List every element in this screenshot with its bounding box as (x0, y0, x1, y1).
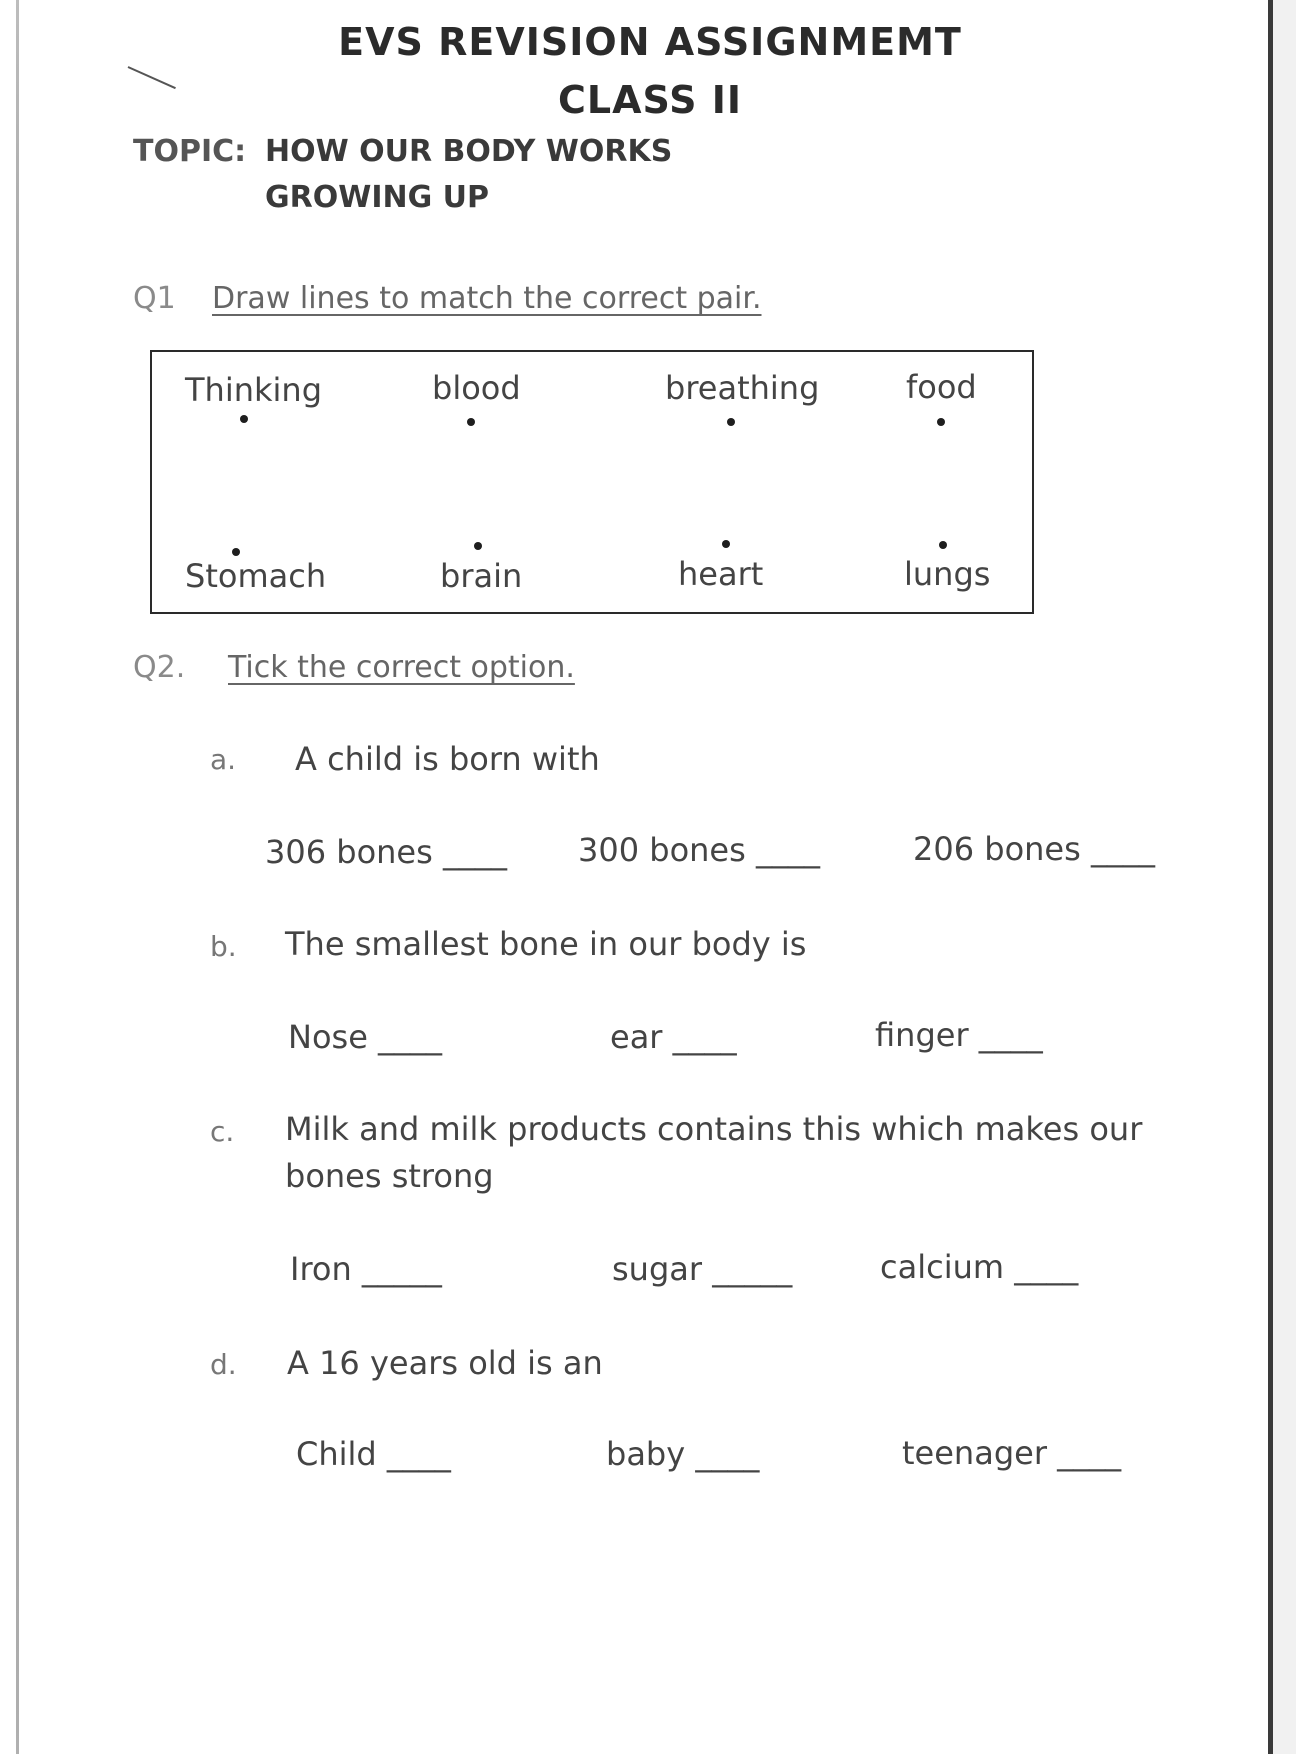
match-word-brain: brain (440, 557, 523, 595)
match-word-breathing: breathing (665, 369, 820, 407)
q1-instruction: Draw lines to match the correct pair. (212, 281, 762, 316)
option-iron[interactable]: Iron _____ (290, 1250, 442, 1288)
pen-mark (128, 66, 176, 89)
page-title: EVS REVISION ASSIGNMEMT (338, 20, 962, 64)
option-ear[interactable]: ear ____ (610, 1018, 737, 1056)
match-dot[interactable] (722, 540, 730, 548)
option-finger[interactable]: finger ____ (875, 1016, 1043, 1054)
match-word-heart: heart (678, 555, 764, 593)
match-word-lungs: lungs (904, 555, 991, 593)
topic-line-2: GROWING UP (265, 180, 490, 215)
option-baby[interactable]: baby ____ (606, 1435, 760, 1473)
match-word-blood: blood (432, 369, 521, 407)
option-300-bones[interactable]: 300 bones ____ (578, 831, 820, 869)
q2-instruction: Tick the correct option. (228, 650, 575, 685)
match-dot[interactable] (727, 418, 735, 426)
scan-shadow-right (1273, 0, 1296, 1754)
scan-edge-left (16, 0, 19, 1754)
option-206-bones[interactable]: 206 bones ____ (913, 830, 1155, 868)
option-teenager[interactable]: teenager ____ (902, 1434, 1122, 1472)
match-dot[interactable] (939, 541, 947, 549)
option-sugar[interactable]: sugar _____ (612, 1250, 793, 1288)
match-word-food: food (906, 368, 977, 406)
scan-edge-right (1268, 0, 1273, 1754)
match-dot[interactable] (467, 418, 475, 426)
question-text-line-2: bones strong (285, 1157, 494, 1195)
item-letter: b. (210, 930, 237, 963)
match-dot[interactable] (232, 548, 240, 556)
item-letter: a. (210, 743, 237, 776)
question-text: The smallest bone in our body is (285, 925, 807, 963)
topic-label: TOPIC: (133, 134, 247, 169)
option-306-bones[interactable]: 306 bones ____ (265, 833, 507, 871)
option-nose[interactable]: Nose ____ (288, 1018, 443, 1056)
topic-line-1: HOW OUR BODY WORKS (265, 134, 673, 169)
option-child[interactable]: Child ____ (296, 1435, 451, 1473)
q2-number: Q2. (133, 650, 186, 685)
class-subtitle: CLASS II (557, 78, 743, 122)
q1-number: Q1 (133, 281, 176, 316)
question-text: A child is born with (295, 740, 600, 778)
match-dot[interactable] (937, 418, 945, 426)
match-dot[interactable] (240, 415, 248, 423)
match-word-stomach: Stomach (185, 557, 327, 595)
item-letter: c. (210, 1115, 235, 1148)
question-text: Milk and milk products contains this which makes our (285, 1110, 1143, 1148)
question-text: A 16 years old is an (287, 1344, 603, 1382)
match-dot[interactable] (474, 542, 482, 550)
match-word-thinking: Thinking (185, 371, 323, 409)
option-calcium[interactable]: calcium ____ (880, 1248, 1079, 1286)
item-letter: d. (210, 1348, 237, 1381)
